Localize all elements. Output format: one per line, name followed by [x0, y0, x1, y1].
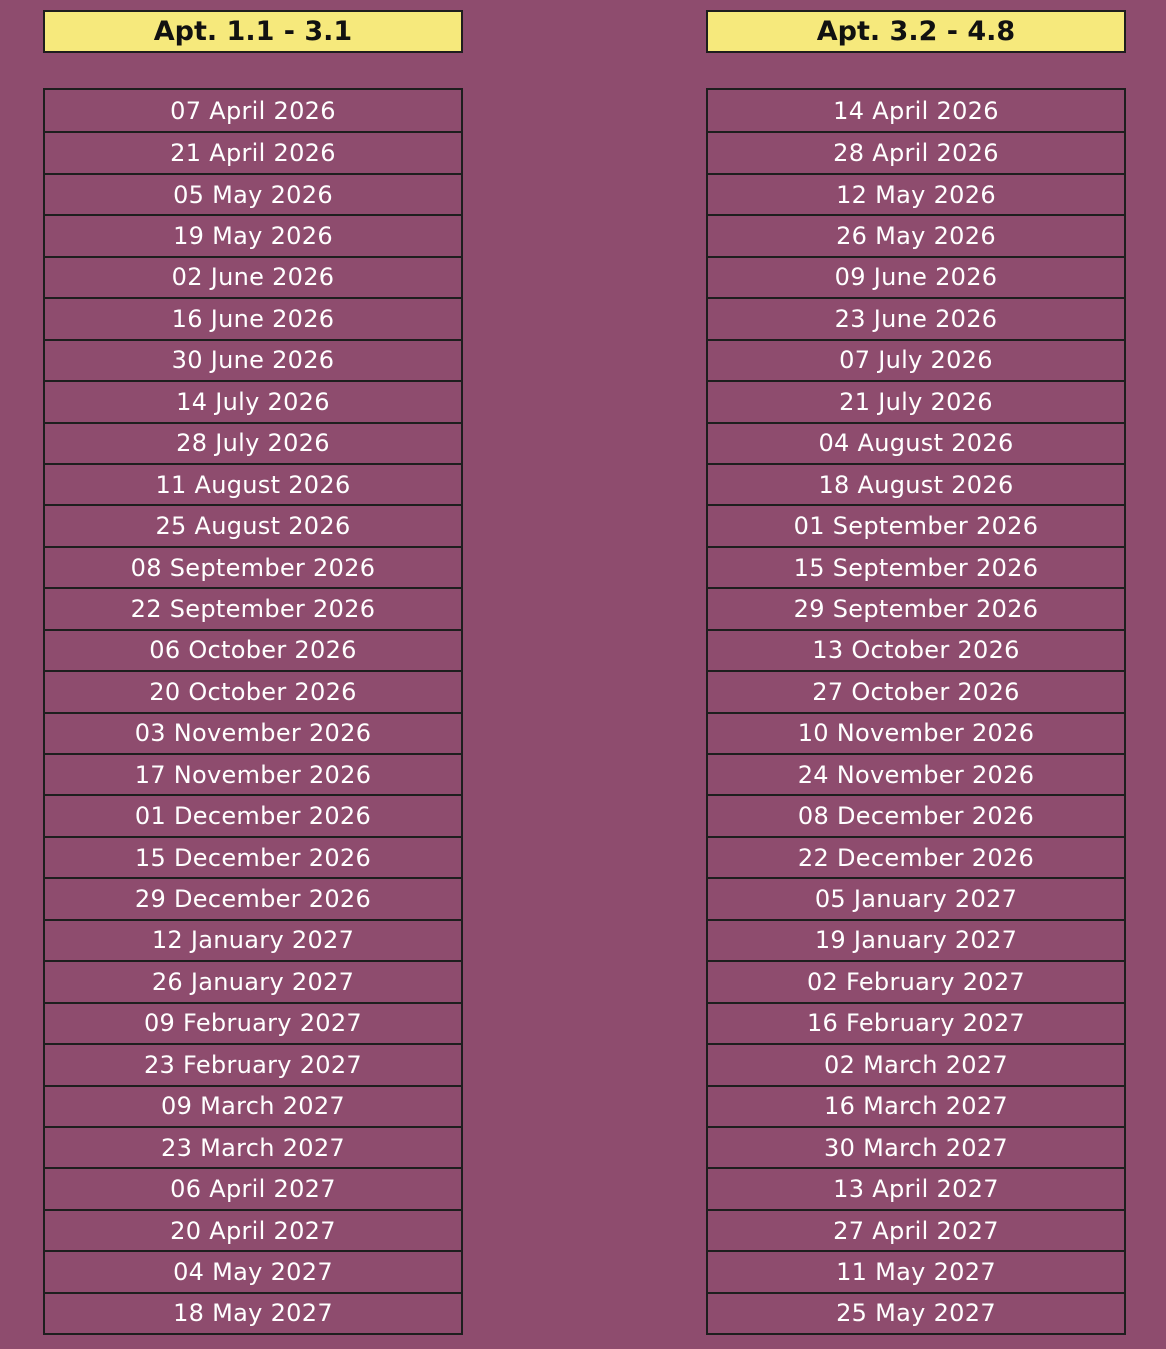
date-cell: 19 May 2026 [45, 214, 461, 255]
date-cell: 21 July 2026 [708, 380, 1124, 421]
date-cell: 29 December 2026 [45, 877, 461, 918]
date-cell: 19 January 2027 [708, 919, 1124, 960]
date-cell: 07 July 2026 [708, 339, 1124, 380]
date-cell: 04 August 2026 [708, 422, 1124, 463]
date-cell: 01 December 2026 [45, 794, 461, 835]
date-cell: 06 April 2027 [45, 1167, 461, 1208]
date-cell: 08 December 2026 [708, 794, 1124, 835]
date-cell: 16 June 2026 [45, 297, 461, 338]
date-list [706, 88, 1126, 1335]
date-cell: 21 April 2026 [45, 131, 461, 172]
date-cell: 22 September 2026 [45, 587, 461, 628]
date-cell: 09 June 2026 [708, 256, 1124, 297]
date-cell: 11 May 2027 [708, 1250, 1124, 1291]
date-cell: 25 May 2027 [708, 1292, 1124, 1333]
date-cell: 11 August 2026 [45, 463, 461, 504]
date-cell: 23 June 2026 [708, 297, 1124, 338]
date-cell: 16 March 2027 [708, 1085, 1124, 1126]
date-cell: 29 September 2026 [708, 587, 1124, 628]
date-cell: 09 February 2027 [45, 1002, 461, 1043]
date-cell: 30 March 2027 [708, 1126, 1124, 1167]
date-cell: 28 July 2026 [45, 422, 461, 463]
date-cell: 05 January 2027 [708, 877, 1124, 918]
date-cell: 04 May 2027 [45, 1250, 461, 1291]
date-cell: 24 November 2026 [708, 753, 1124, 794]
column-header: Apt. 1.1 - 3.1 [43, 10, 463, 53]
schedule-column-right [706, 10, 1126, 1335]
date-cell: 01 September 2026 [708, 504, 1124, 545]
date-cell: 02 February 2027 [708, 960, 1124, 1001]
date-cell: 26 January 2027 [45, 960, 461, 1001]
date-cell: 20 April 2027 [45, 1209, 461, 1250]
date-cell: 23 February 2027 [45, 1043, 461, 1084]
date-cell: 23 March 2027 [45, 1126, 461, 1167]
column-header: Apt. 3.2 - 4.8 [706, 10, 1126, 53]
date-cell: 20 October 2026 [45, 670, 461, 711]
date-cell: 13 October 2026 [708, 629, 1124, 670]
date-cell: 16 February 2027 [708, 1002, 1124, 1043]
date-cell: 22 December 2026 [708, 836, 1124, 877]
date-cell: 03 November 2026 [45, 712, 461, 753]
date-cell: 27 April 2027 [708, 1209, 1124, 1250]
date-cell: 12 May 2026 [708, 173, 1124, 214]
date-cell: 06 October 2026 [45, 629, 461, 670]
date-cell: 15 December 2026 [45, 836, 461, 877]
date-cell: 28 April 2026 [708, 131, 1124, 172]
date-cell: 18 August 2026 [708, 463, 1124, 504]
date-cell: 25 August 2026 [45, 504, 461, 545]
date-cell: 09 March 2027 [45, 1085, 461, 1126]
date-cell: 02 June 2026 [45, 256, 461, 297]
date-cell: 05 May 2026 [45, 173, 461, 214]
date-cell: 17 November 2026 [45, 753, 461, 794]
date-cell: 30 June 2026 [45, 339, 461, 380]
date-cell: 02 March 2027 [708, 1043, 1124, 1084]
date-cell: 14 April 2026 [833, 96, 999, 125]
date-cell: 27 October 2026 [708, 670, 1124, 711]
date-cell: 12 January 2027 [45, 919, 461, 960]
schedule-column-left [43, 10, 463, 1335]
date-cell: 26 May 2026 [708, 214, 1124, 255]
date-cell: 15 September 2026 [708, 546, 1124, 587]
date-list [43, 88, 463, 1335]
date-cell: 10 November 2026 [708, 712, 1124, 753]
date-cell: 13 April 2027 [708, 1167, 1124, 1208]
date-cell: 08 September 2026 [45, 546, 461, 587]
date-cell: 18 May 2027 [45, 1292, 461, 1333]
date-cell: 07 April 2026 [170, 96, 336, 125]
date-cell: 14 July 2026 [45, 380, 461, 421]
